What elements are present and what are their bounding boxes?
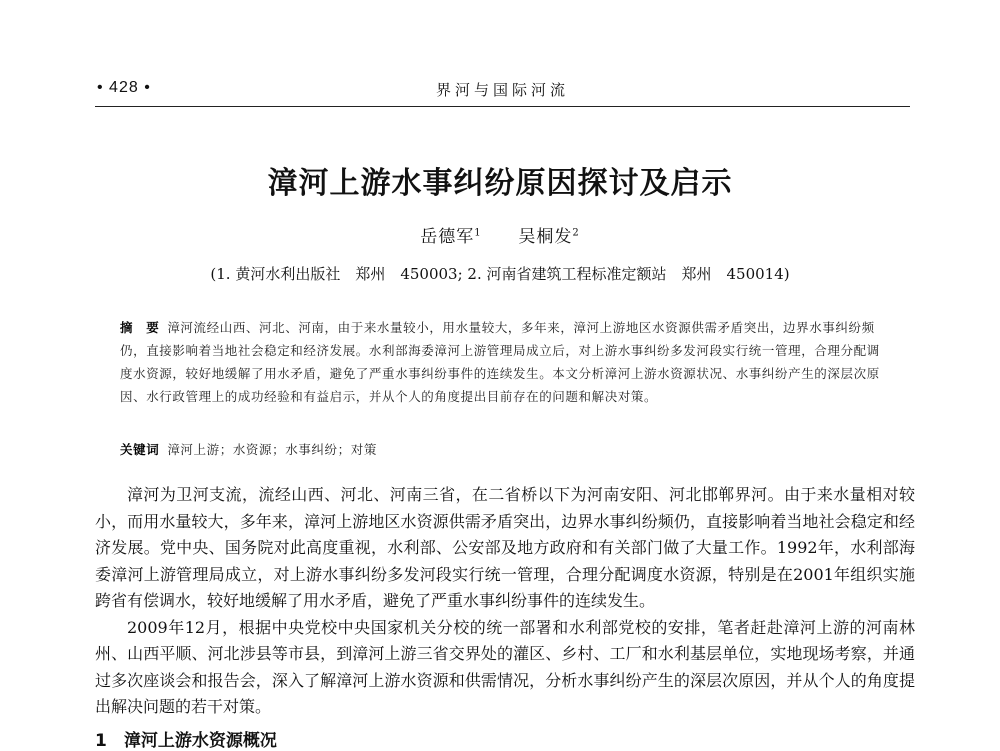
section-heading: 1 漳河上游水资源概况	[95, 731, 277, 751]
page-header	[95, 74, 910, 107]
abstract-label: 摘 要	[120, 320, 160, 335]
paragraph: 漳河为卫河支流，流经山西、河北、河南三省，在二省桥以下为河南安阳、河北邯郸界河。由于来水量相对较小，而用水量较大，多年来，漳河上游地区水资源供需矛盾突出，边界水事纠纷频仍，直接影响着当地社会稳定和经济发展。党中央、国务院对此高度重视，水利部、公安部及地方政府和有关部门做了大量工作。1992年，水利部海委漳河上游管理局成立，对上游水事纠纷多发河段实行统一管理，合理分配调度水资源，特别是在2001年组织实施跨省有偿调水，较好地缓解了用水矛盾，避免了严重水事纠纷事件的连续发生。	[95, 485, 915, 610]
author-affil-mark: 1	[474, 227, 482, 239]
authors	[0, 222, 1000, 247]
author-affil-mark: 2	[572, 227, 580, 239]
page-number: • 428 •	[97, 79, 151, 96]
keywords-label: 关键词	[120, 442, 160, 457]
abstract	[120, 316, 890, 408]
keywords	[120, 440, 890, 458]
abstract-text: 漳河流经山西、河北、河南，由于来水量较小，用水量较大，多年来，漳河上游地区水资源供需矛盾突出，边界水事纠纷频仍，直接影响着当地社会稳定和经济发展。水利部海委漳河上游管理局成立后，对上游水事纠纷多发河段实行统一管理，合理分配调度水资源，较好地缓解了用水矛盾，避免了严重水事纠纷事件的连续发生。本文分析漳河上游水资源状况、水事纠纷产生的深层次原因、水行政管理上的成功经验和有益启示，并从个人的角度提出目前存在的问题和解决对策。	[120, 320, 880, 404]
keywords-text: 漳河上游；水资源；水事纠纷；对策	[167, 442, 377, 457]
article-title: 漳河上游水事纠纷原因探讨及启示	[267, 166, 733, 201]
author-name: 吴桐发	[518, 227, 573, 247]
paragraph: 2009年12月，根据中央党校中央国家机关分校的统一部署和水利部党校的安排，笔者赶赴漳河上游的河南林州、山西平顺、河北涉县等市县，到漳河上游三省交界处的灌区、乡村、工厂和水利基层单位，实地现场考察，并通过多次座谈会和报告会，深入了解漳河上游水资源和供需情况，分析水事纠纷产生的深层次原因，并从个人的角度提出解决问题的若干对策。	[95, 617, 915, 716]
affiliation: (1. 黄河水利出版社 郑州 450003; 2. 河南省建筑工程标准定额站 郑州 450014)	[210, 265, 790, 283]
journal-name: 界河与国际河流	[435, 81, 569, 99]
body-text	[95, 482, 915, 721]
author-name: 岳德军	[420, 227, 475, 247]
